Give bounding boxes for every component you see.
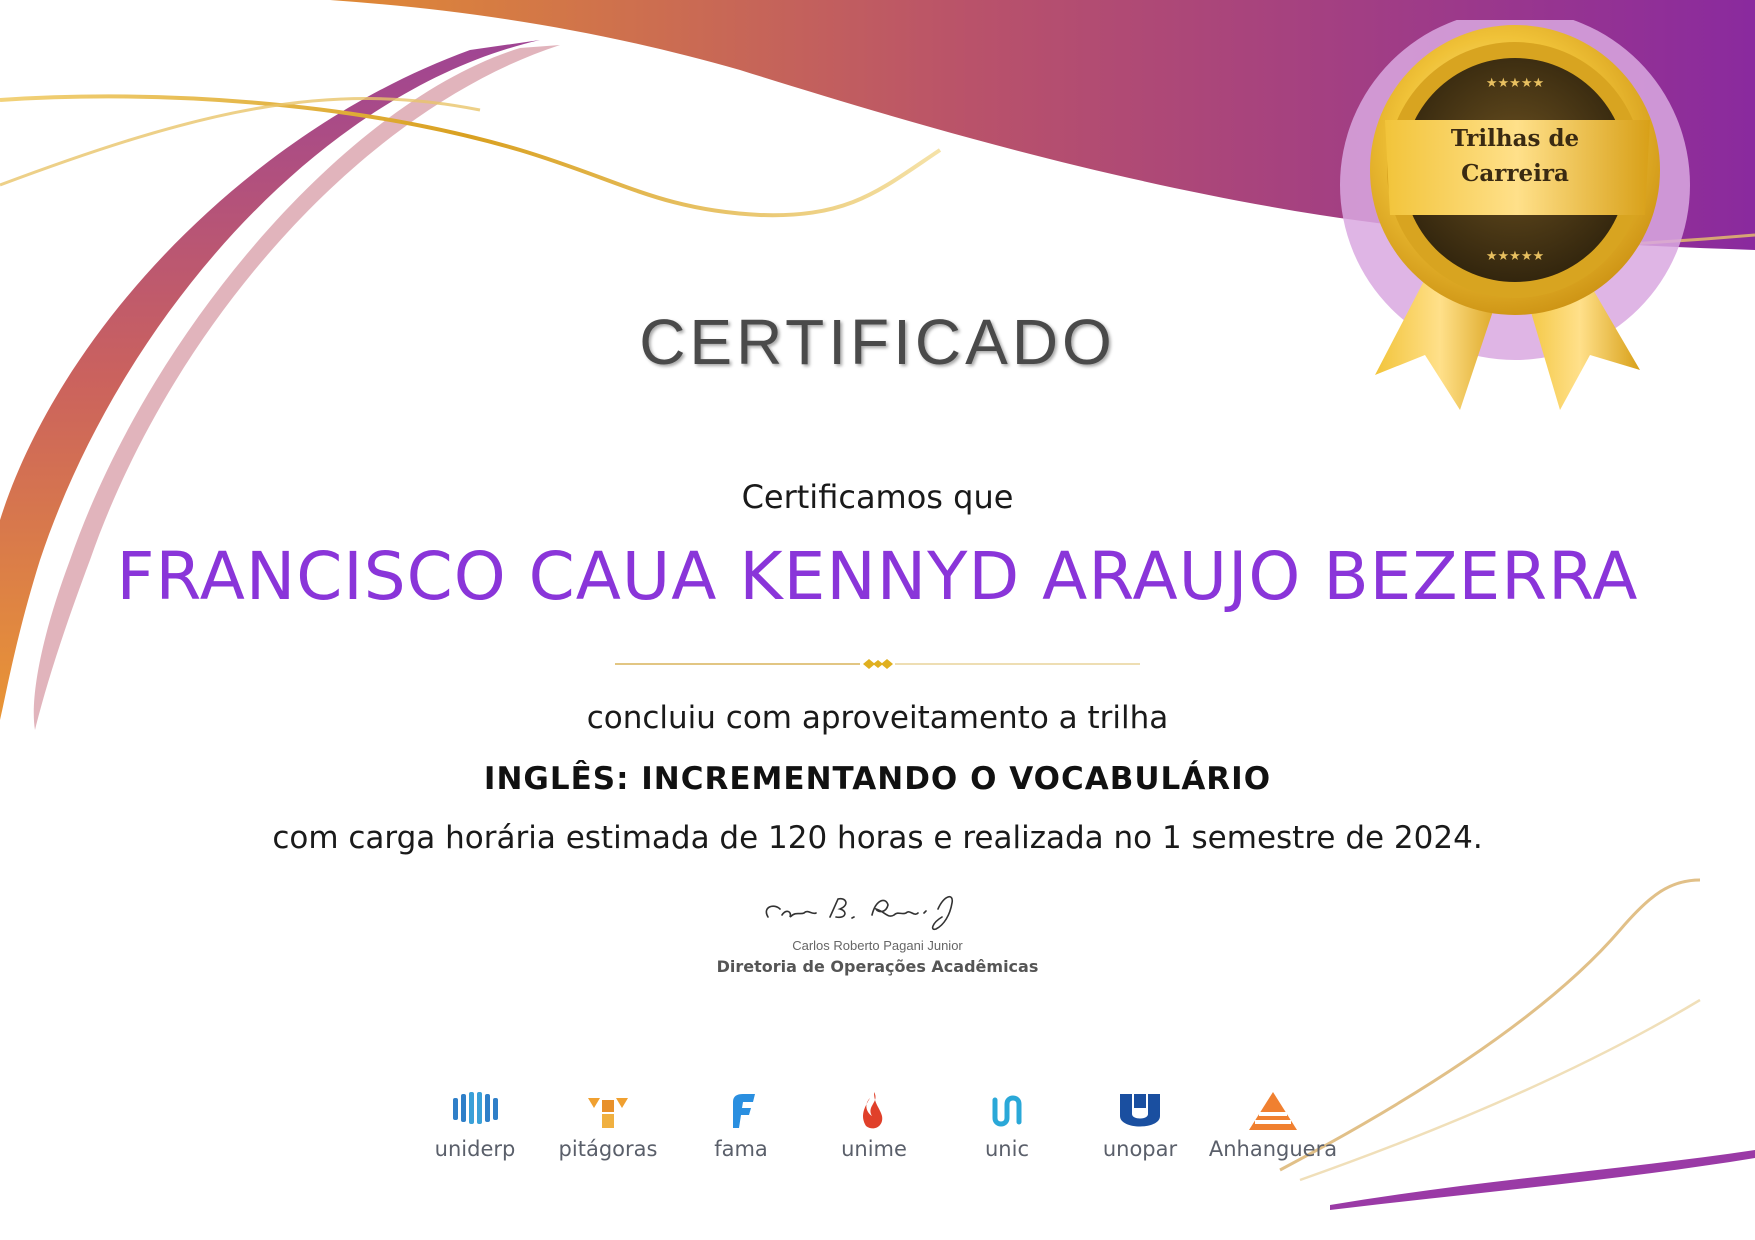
logo-label: fama: [714, 1137, 768, 1161]
signer-name: Carlos Roberto Pagani Junior: [792, 938, 963, 953]
logo-unopar: [1075, 1090, 1205, 1180]
svg-text:★★★★★: ★★★★★: [1485, 249, 1545, 264]
signer-department: Diretoria de Operações Acadêmicas: [716, 957, 1039, 976]
logo-unic: [942, 1090, 1072, 1180]
logo-label: Anhanguera: [1208, 1137, 1338, 1161]
logo-unime: [809, 1090, 939, 1180]
unime-logo-icon: [844, 1090, 904, 1135]
logo-label: unic: [985, 1137, 1029, 1161]
logo-fama: [676, 1090, 806, 1180]
institution-logos: [410, 1090, 1340, 1180]
certificate-title: CERTIFICADO: [639, 306, 1116, 378]
pitagoras-logo-icon: [578, 1090, 638, 1135]
handwritten-signature: [760, 885, 970, 935]
bottom-right-gold-swoosh: [1280, 880, 1700, 1170]
logo-anhanguera: [1208, 1090, 1338, 1180]
fama-logo-icon: [711, 1090, 771, 1135]
svg-text:★★★★★: ★★★★★: [1485, 76, 1545, 91]
logo-label: unime: [841, 1137, 907, 1161]
workload-text: com carga horária estimada de 120 horas e realizada no 1 semestre de 2024.: [272, 820, 1483, 856]
unic-logo-icon: [977, 1090, 1037, 1135]
anhanguera-logo-icon: [1243, 1090, 1303, 1135]
seal-line-1: Trilhas de: [1450, 125, 1580, 152]
ornamental-divider: [615, 658, 1140, 670]
logo-label: unopar: [1102, 1137, 1178, 1161]
track-name: INGLÊS: INCREMENTANDO O VOCABULÁRIO: [483, 761, 1272, 797]
recipient-name: FRANCISCO CAUA KENNYD ARAUJO BEZERRA: [116, 538, 1639, 615]
intro-text: Certificamos que: [741, 478, 1014, 516]
unopar-logo-icon: [1110, 1090, 1170, 1135]
uniderp-logo-icon: [445, 1090, 505, 1135]
bottom-right-gold-swoosh-2: [1300, 1000, 1700, 1180]
logo-label: uniderp: [434, 1137, 516, 1161]
seal-line-2: Carreira: [1461, 160, 1569, 187]
gold-wave-line: [0, 97, 940, 216]
bottom-right-purple-swoosh: [1330, 1150, 1755, 1210]
left-wave-band: [0, 40, 540, 720]
logo-pitagoras: [543, 1090, 673, 1180]
completion-text: concluiu com aproveitamento a trilha: [586, 700, 1169, 736]
logo-label: pitágoras: [558, 1137, 658, 1161]
logo-uniderp: [410, 1090, 540, 1180]
